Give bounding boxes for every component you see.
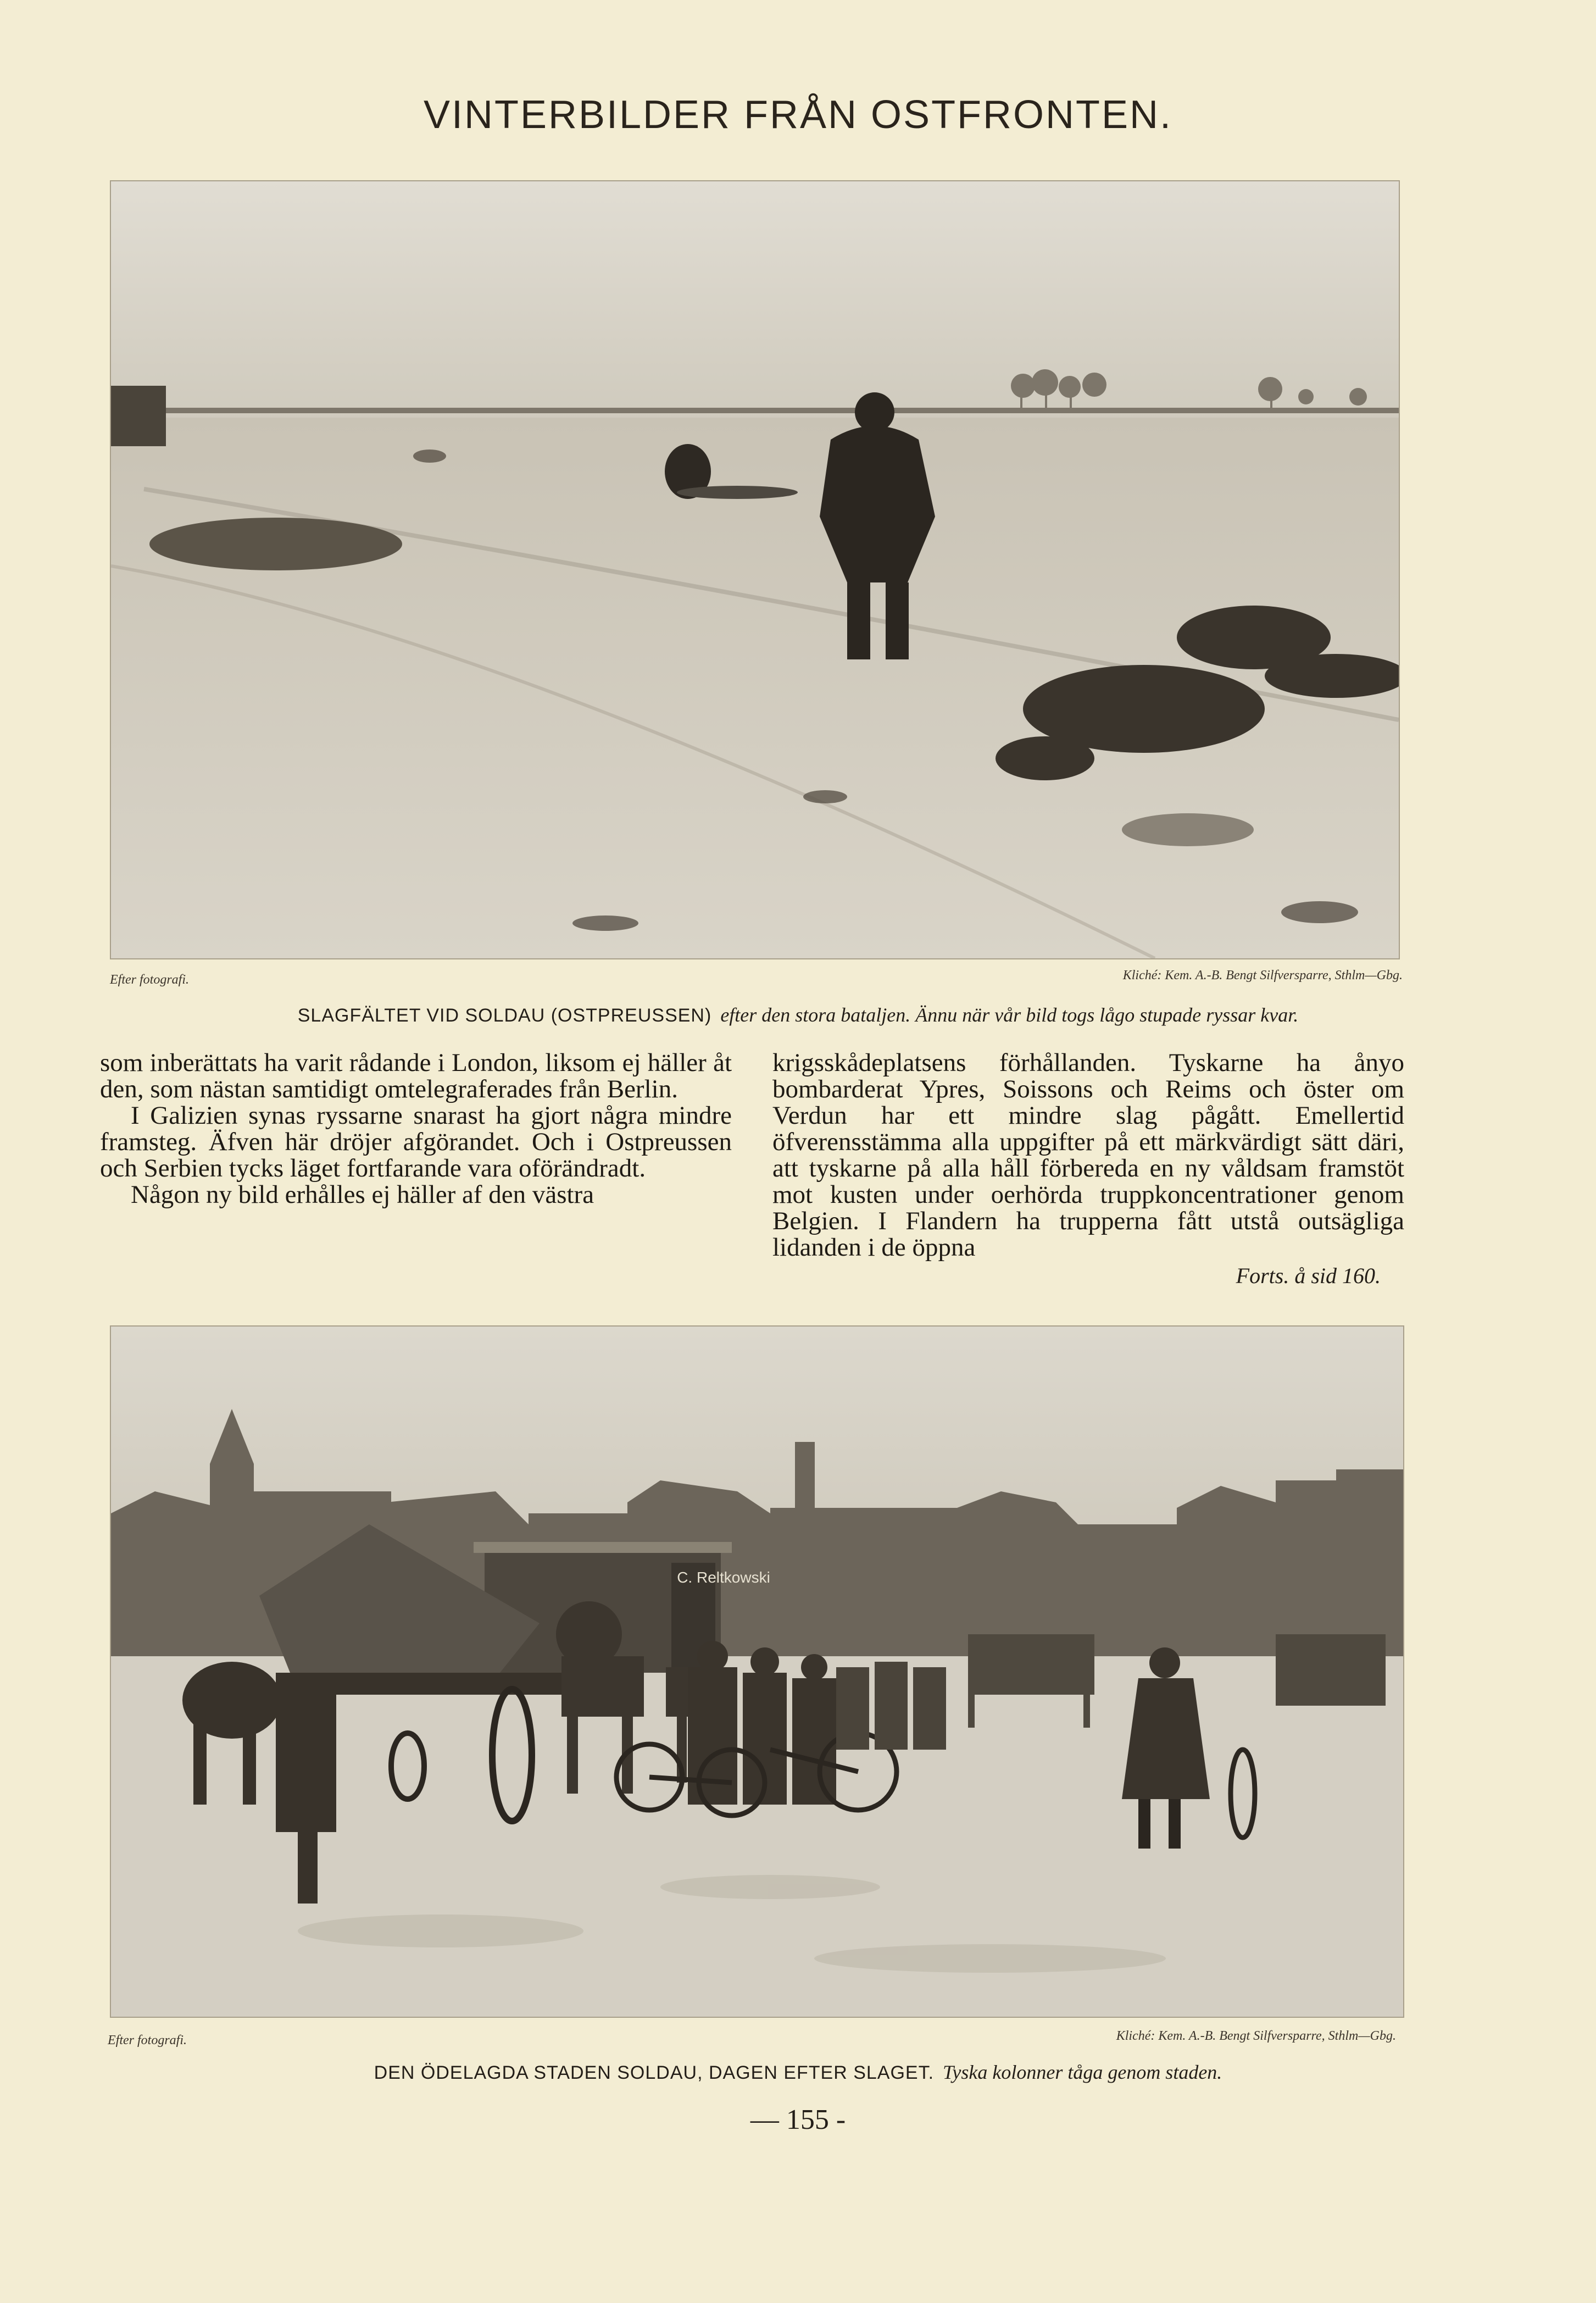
battlefield-photo-drawing <box>111 181 1399 958</box>
caption-top-italic: efter den stora bataljen. Ännu när vår bild togs lågo stupade ryssar kvar. <box>720 1004 1299 1026</box>
caption-bottom-italic: Tyska kolonner tåga genom staden. <box>943 2061 1222 2083</box>
ruined-town-photo <box>110 1325 1404 2018</box>
civilians <box>836 1662 946 1750</box>
caption-bottom-main: DEN ÖDELAGDA STADEN SOLDAU, DAGEN EFTER SLAGET. <box>374 2062 935 2083</box>
caption-top <box>0 1003 1596 1026</box>
battlefield-photo <box>110 180 1400 959</box>
ruin-wall <box>111 386 166 446</box>
article-paragraph: Någon ny bild erhålles ej häller af den västra <box>131 1180 594 1209</box>
article-right-column <box>772 1050 1404 1261</box>
photo-credit-left-bottom: Efter fotografi. <box>108 2033 187 2047</box>
continued-note: Forts. å sid 160. <box>1236 1263 1381 1288</box>
article-paragraph: som inberättats ha varit rådande i London, liksom ej häller åt den, som nästan samtidigt omtelegraferades från Berlin. <box>100 1048 732 1103</box>
photo-credit-left-top: Efter fotografi. <box>110 973 189 987</box>
caption-top-main: SLAGFÄLTET VID SOLDAU (OSTPREUSSEN) <box>297 1005 712 1026</box>
brush-mound <box>149 518 402 570</box>
photo-credit-right-top: Kliché: Kem. A.-B. Bengt Silfversparre, Sthlm—Gbg. <box>1122 968 1403 983</box>
photo-credit-right-bottom: Kliché: Kem. A.-B. Bengt Silfversparre, Sthlm—Gbg. <box>1116 2029 1396 2043</box>
article-paragraph: I Galizien synas ryssarne snarast ha gjort några mindre framsteg. Äfven här dröjer afgörandet. Och i Ostpreussen och Serbien tycks läget fortfarande vara oförändradt. <box>100 1101 732 1183</box>
article-paragraph: krigsskådeplatsens förhållanden. Tyskarne ha ånyo bombarderat Ypres, Soissons och Reims och öster om Verdun har ett mindre slag pågått. Emellertid öfverensstämma alla uppgifter på ett märkvärdigt sätt däri, att tyskarne på alla håll förbereda en ny våldsam framstöt mot kusten under oerhörda truppkoncentrationer genom Belgien. I Flandern ha trupperna fått utstå outsägliga lidanden i de öppna <box>772 1048 1404 1262</box>
caption-bottom <box>0 2061 1596 2084</box>
ruined-town-photo-drawing <box>111 1327 1403 2017</box>
page-title: VINTERBILDER FRÅN OSTFRONTEN. <box>423 93 1173 137</box>
shop-sign: C. Reltkowski <box>677 1569 770 1586</box>
article-left-column <box>100 1050 732 1208</box>
page-number: — 155 - <box>750 2104 846 2135</box>
